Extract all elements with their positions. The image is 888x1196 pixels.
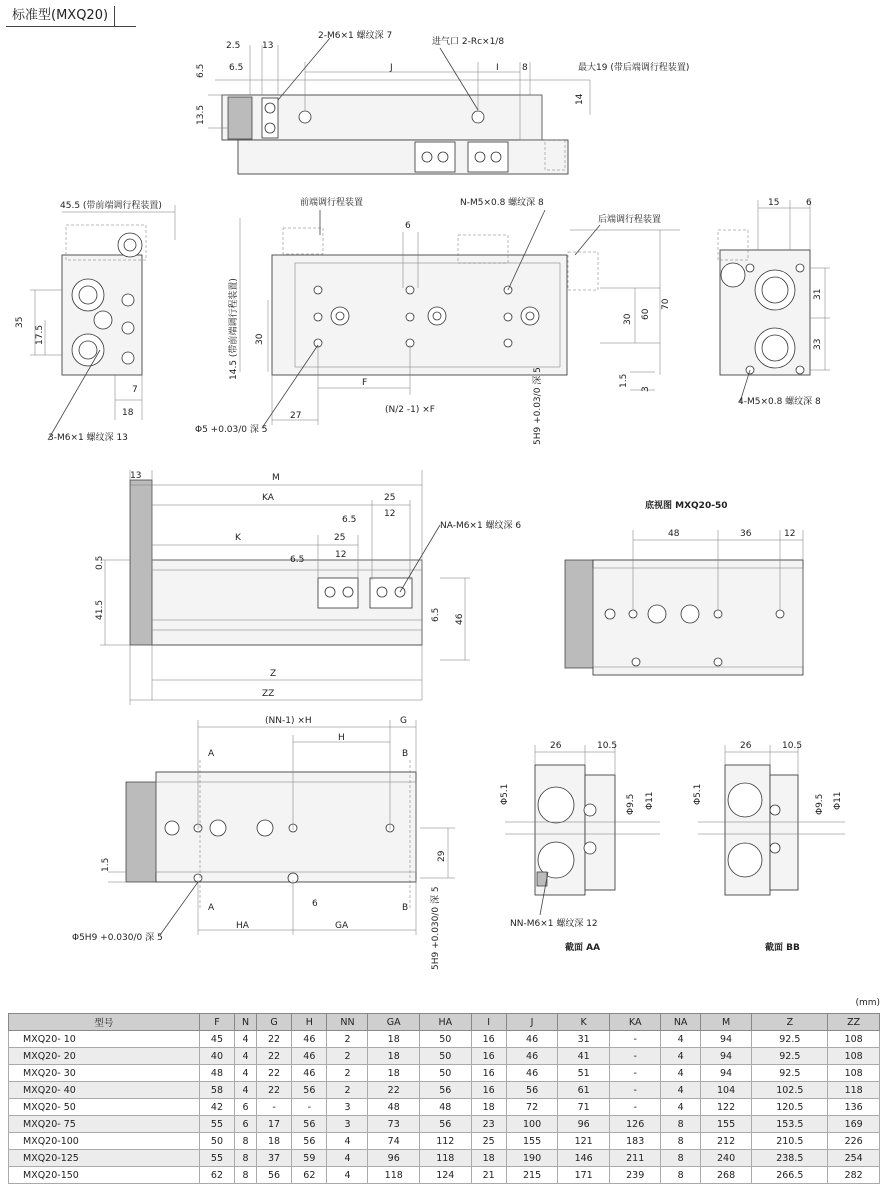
table-cell: 8 xyxy=(661,1116,700,1133)
svg-text:17.5: 17.5 xyxy=(35,324,45,345)
svg-text:31: 31 xyxy=(813,288,823,300)
table-cell: 18 xyxy=(368,1048,420,1065)
table-cell: 4 xyxy=(661,1048,700,1065)
svg-text:26: 26 xyxy=(550,741,562,751)
table-row xyxy=(9,1065,880,1082)
right-thread-note: 4-M5×0.8 螺纹深 8 xyxy=(738,397,821,407)
table-cell: 215 xyxy=(506,1167,558,1184)
side-thread-note: NA-M6×1 螺纹深 6 xyxy=(440,521,522,531)
top-max-note: 最大19 (带后端调行程装置) xyxy=(578,63,690,73)
column-header: H xyxy=(292,1014,327,1031)
table-cell: 96 xyxy=(558,1116,610,1133)
table-cell: 18 xyxy=(471,1099,506,1116)
table-cell: 71 xyxy=(558,1099,610,1116)
table-row xyxy=(9,1031,880,1048)
column-header: NN xyxy=(327,1014,368,1031)
table-cell: 4 xyxy=(235,1082,257,1099)
top-view xyxy=(196,29,689,174)
svg-text:Φ11: Φ11 xyxy=(833,791,843,810)
table-cell: - xyxy=(292,1099,327,1116)
table-cell: 22 xyxy=(368,1082,420,1099)
table-cell: 46 xyxy=(292,1048,327,1065)
table-cell: 56 xyxy=(292,1133,327,1150)
table-cell: 122 xyxy=(700,1099,752,1116)
section-aa-title: 截面 AA xyxy=(565,943,601,953)
model-cell: MXQ20-100 xyxy=(9,1133,200,1150)
table-cell: 2 xyxy=(327,1031,368,1048)
table-cell: 55 xyxy=(199,1116,234,1133)
section-aa xyxy=(500,741,660,953)
svg-text:6.5: 6.5 xyxy=(431,607,441,622)
svg-text:8: 8 xyxy=(522,63,528,73)
svg-text:12: 12 xyxy=(784,529,796,539)
table-cell: 282 xyxy=(828,1167,880,1184)
column-header: K xyxy=(558,1014,610,1031)
side-view xyxy=(95,470,521,705)
table-cell: 18 xyxy=(368,1031,420,1048)
table-cell: 124 xyxy=(420,1167,472,1184)
table-cell: 73 xyxy=(368,1116,420,1133)
svg-text:33: 33 xyxy=(813,338,823,350)
svg-text:6.5: 6.5 xyxy=(342,515,357,525)
table-cell: 58 xyxy=(199,1082,234,1099)
table-row xyxy=(9,1116,880,1133)
table-row xyxy=(9,1048,880,1065)
table-row xyxy=(9,1099,880,1116)
table-cell: 62 xyxy=(292,1167,327,1184)
top-thread-note: 2-M6×1 螺纹深 7 xyxy=(318,31,393,41)
table-cell: 22 xyxy=(256,1048,291,1065)
center-thread-note: N-M5×0.8 螺纹深 8 xyxy=(460,198,544,208)
column-header: M xyxy=(700,1014,752,1031)
table-cell: - xyxy=(609,1082,661,1099)
column-header: Z xyxy=(752,1014,828,1031)
svg-text:2.5: 2.5 xyxy=(226,41,241,51)
table-cell: 108 xyxy=(828,1048,880,1065)
svg-text:HA: HA xyxy=(236,921,249,931)
svg-text:H: H xyxy=(338,733,345,743)
table-cell: 46 xyxy=(506,1031,558,1048)
table-cell: 94 xyxy=(700,1065,752,1082)
table-cell: - xyxy=(609,1099,661,1116)
table-cell: 94 xyxy=(700,1048,752,1065)
svg-text:30: 30 xyxy=(255,333,265,345)
svg-text:Φ5.1: Φ5.1 xyxy=(693,783,703,805)
model-cell: MXQ20-150 xyxy=(9,1167,200,1184)
column-header: 型号 xyxy=(9,1014,200,1031)
table-cell: 169 xyxy=(828,1116,880,1133)
table-cell: 126 xyxy=(609,1116,661,1133)
table-cell: 48 xyxy=(368,1099,420,1116)
table-cell: 239 xyxy=(609,1167,661,1184)
left-thread-note: 3-M6×1 螺纹深 13 xyxy=(48,433,128,443)
table-cell: 8 xyxy=(235,1133,257,1150)
column-header: GA xyxy=(368,1014,420,1031)
table-cell: 4 xyxy=(235,1065,257,1082)
svg-text:13: 13 xyxy=(262,41,274,51)
table-cell: 121 xyxy=(558,1133,610,1150)
section-aa-thread-note: NN-M6×1 螺纹深 12 xyxy=(510,919,598,929)
table-cell: 6 xyxy=(235,1116,257,1133)
model-cell: MXQ20- 50 xyxy=(9,1099,200,1116)
table-cell: 18 xyxy=(256,1133,291,1150)
table-row xyxy=(9,1082,880,1099)
table-cell: 146 xyxy=(558,1150,610,1167)
table-cell: 46 xyxy=(506,1048,558,1065)
table-cell: - xyxy=(256,1099,291,1116)
column-header: ZZ xyxy=(828,1014,880,1031)
table-cell: 3 xyxy=(327,1116,368,1133)
table-cell: 41 xyxy=(558,1048,610,1065)
table-cell: 16 xyxy=(471,1048,506,1065)
svg-text:30: 30 xyxy=(623,313,633,325)
top-port-note: 进气口 2-Rc×1/8 xyxy=(432,37,505,47)
table-cell: 254 xyxy=(828,1150,880,1167)
spec-table xyxy=(8,1013,880,1184)
table-cell: 16 xyxy=(471,1031,506,1048)
table-cell: 226 xyxy=(828,1133,880,1150)
table-cell: 22 xyxy=(256,1082,291,1099)
table-cell: 2 xyxy=(327,1065,368,1082)
svg-text:B: B xyxy=(402,903,409,913)
model-cell: MXQ20- 20 xyxy=(9,1048,200,1065)
table-body xyxy=(9,1031,880,1184)
svg-text:35: 35 xyxy=(15,316,25,328)
table-cell: 183 xyxy=(609,1133,661,1150)
svg-text:13.5: 13.5 xyxy=(196,104,206,125)
svg-text:6: 6 xyxy=(405,221,411,231)
table-cell: 4 xyxy=(327,1150,368,1167)
table-cell: 100 xyxy=(506,1116,558,1133)
table-cell: 56 xyxy=(506,1082,558,1099)
table-cell: 4 xyxy=(235,1031,257,1048)
table-cell: 153.5 xyxy=(752,1116,828,1133)
column-header: KA xyxy=(609,1014,661,1031)
center-front-adjust: 前端调行程装置 xyxy=(300,198,364,208)
column-header: I xyxy=(471,1014,506,1031)
table-cell: 46 xyxy=(506,1065,558,1082)
table-cell: 155 xyxy=(700,1116,752,1133)
svg-text:3: 3 xyxy=(641,386,651,392)
table-cell: 4 xyxy=(661,1099,700,1116)
center-rear-adjust: 后端调行程装置 xyxy=(598,215,662,225)
table-cell: 190 xyxy=(506,1150,558,1167)
svg-text:1.5: 1.5 xyxy=(101,857,111,872)
table-cell: 2 xyxy=(327,1048,368,1065)
table-cell: 22 xyxy=(256,1065,291,1082)
table-cell: 266.5 xyxy=(752,1167,828,1184)
svg-text:29: 29 xyxy=(437,850,447,862)
left-width-note: 45.5 (带前端调行程装置) xyxy=(60,201,162,211)
svg-text:70: 70 xyxy=(661,298,671,310)
table-cell: 48 xyxy=(420,1099,472,1116)
table-cell: 268 xyxy=(700,1167,752,1184)
table-cell: 4 xyxy=(661,1082,700,1099)
table-cell: - xyxy=(609,1031,661,1048)
svg-text:A: A xyxy=(208,749,215,759)
table-cell: 25 xyxy=(471,1133,506,1150)
table-cell: 56 xyxy=(420,1116,472,1133)
table-cell: 72 xyxy=(506,1099,558,1116)
table-cell: 4 xyxy=(327,1167,368,1184)
svg-text:27: 27 xyxy=(290,411,302,421)
svg-text:1.5: 1.5 xyxy=(619,373,629,388)
table-cell: 92.5 xyxy=(752,1048,828,1065)
svg-text:B: B xyxy=(402,749,409,759)
svg-text:Φ5.1: Φ5.1 xyxy=(500,783,510,805)
svg-text:13: 13 xyxy=(130,471,142,481)
table-cell: 23 xyxy=(471,1116,506,1133)
section-bb-title: 截面 BB xyxy=(765,943,800,953)
svg-text:J: J xyxy=(390,63,393,73)
svg-text:25: 25 xyxy=(334,533,346,543)
table-cell: 4 xyxy=(235,1048,257,1065)
table-cell: 62 xyxy=(199,1167,234,1184)
center-slot-note: 5H9 +0.03/0 深 5 xyxy=(533,367,543,445)
svg-text:I: I xyxy=(496,63,499,73)
column-header: G xyxy=(256,1014,291,1031)
table-cell: 31 xyxy=(558,1031,610,1048)
table-cell: 96 xyxy=(368,1150,420,1167)
svg-text:26: 26 xyxy=(740,741,752,751)
right-view xyxy=(718,198,830,407)
table-cell: 8 xyxy=(661,1150,700,1167)
svg-text:46: 46 xyxy=(455,613,465,625)
table-cell: 4 xyxy=(661,1031,700,1048)
table-cell: 108 xyxy=(828,1031,880,1048)
table-cell: 22 xyxy=(256,1031,291,1048)
table-cell: 18 xyxy=(471,1150,506,1167)
page-title: 标准型(MXQ20) xyxy=(6,6,115,27)
center-vert-note: 14.5 (带前端调行程装置) xyxy=(229,278,239,380)
table-cell: - xyxy=(609,1048,661,1065)
table-cell: 3 xyxy=(327,1099,368,1116)
table-cell: 6 xyxy=(235,1099,257,1116)
left-view xyxy=(15,199,175,443)
svg-text:0.5: 0.5 xyxy=(95,555,105,570)
svg-text:6.5: 6.5 xyxy=(290,555,305,565)
table-cell: 46 xyxy=(292,1065,327,1082)
table-cell: 50 xyxy=(420,1031,472,1048)
table-cell: 211 xyxy=(609,1150,661,1167)
column-header: J xyxy=(506,1014,558,1031)
svg-text:6.5: 6.5 xyxy=(229,63,244,73)
model-cell: MXQ20- 30 xyxy=(9,1065,200,1082)
table-cell: 50 xyxy=(420,1065,472,1082)
svg-text:K: K xyxy=(235,533,241,543)
table-cell: 42 xyxy=(199,1099,234,1116)
table-cell: 2 xyxy=(327,1082,368,1099)
table-cell: 8 xyxy=(661,1167,700,1184)
table-cell: 8 xyxy=(661,1133,700,1150)
table-cell: 240 xyxy=(700,1150,752,1167)
table-cell: 46 xyxy=(292,1031,327,1048)
table-cell: 17 xyxy=(256,1116,291,1133)
bottom-view-title: 底视图 MXQ20-50 xyxy=(645,501,728,511)
table-cell: 118 xyxy=(828,1082,880,1099)
table-cell: 56 xyxy=(292,1116,327,1133)
svg-text:36: 36 xyxy=(740,529,752,539)
table-cell: 48 xyxy=(199,1065,234,1082)
svg-text:6.5: 6.5 xyxy=(196,63,206,78)
table-cell: 56 xyxy=(256,1167,291,1184)
svg-text:6: 6 xyxy=(806,198,812,208)
table-cell: 94 xyxy=(700,1031,752,1048)
section-bb xyxy=(693,741,845,953)
svg-text:14: 14 xyxy=(575,93,585,105)
table-cell: 16 xyxy=(471,1082,506,1099)
table-cell: 210.5 xyxy=(752,1133,828,1150)
model-cell: MXQ20-125 xyxy=(9,1150,200,1167)
svg-text:25: 25 xyxy=(384,493,396,503)
center-pitch-formula: (N/2 -1) ×F xyxy=(385,405,435,415)
table-cell: 55 xyxy=(199,1150,234,1167)
table-cell: 4 xyxy=(661,1065,700,1082)
svg-text:Z: Z xyxy=(270,669,277,679)
model-cell: MXQ20- 10 xyxy=(9,1031,200,1048)
table-cell: 50 xyxy=(420,1048,472,1065)
table-cell: 74 xyxy=(368,1133,420,1150)
table-cell: 59 xyxy=(292,1150,327,1167)
table-cell: 16 xyxy=(471,1065,506,1082)
bottom-pin-note: Φ5H9 +0.030/0 深 5 xyxy=(72,933,163,943)
table-cell: 120.5 xyxy=(752,1099,828,1116)
center-pin-note: Φ5 +0.03/0 深 5 xyxy=(195,425,268,435)
model-cell: MXQ20- 40 xyxy=(9,1082,200,1099)
table-cell: 112 xyxy=(420,1133,472,1150)
column-header: NA xyxy=(661,1014,700,1031)
column-header: F xyxy=(199,1014,234,1031)
svg-text:KA: KA xyxy=(262,493,274,503)
svg-text:(NN-1) ×H: (NN-1) ×H xyxy=(265,716,312,726)
table-cell: 118 xyxy=(420,1150,472,1167)
table-cell: 92.5 xyxy=(752,1031,828,1048)
svg-text:M: M xyxy=(272,473,280,483)
table-cell: 45 xyxy=(199,1031,234,1048)
table-cell: - xyxy=(609,1065,661,1082)
svg-text:6: 6 xyxy=(312,899,318,909)
table-row xyxy=(9,1150,880,1167)
table-cell: 108 xyxy=(828,1065,880,1082)
svg-text:10.5: 10.5 xyxy=(597,741,618,751)
bottom-detail-view xyxy=(72,716,455,970)
column-header: N xyxy=(235,1014,257,1031)
table-cell: 136 xyxy=(828,1099,880,1116)
table-cell: 18 xyxy=(368,1065,420,1082)
table-row xyxy=(9,1167,880,1184)
svg-text:41.5: 41.5 xyxy=(95,599,105,620)
table-cell: 92.5 xyxy=(752,1065,828,1082)
table-unit: (mm) xyxy=(855,998,880,1008)
column-header: HA xyxy=(420,1014,472,1031)
table-cell: 56 xyxy=(420,1082,472,1099)
svg-text:10.5: 10.5 xyxy=(782,741,803,751)
svg-text:18: 18 xyxy=(122,408,134,418)
svg-text:GA: GA xyxy=(335,921,349,931)
table-cell: 56 xyxy=(292,1082,327,1099)
svg-text:12: 12 xyxy=(384,509,396,519)
table-header-row xyxy=(9,1014,880,1031)
model-cell: MXQ20- 75 xyxy=(9,1116,200,1133)
table-cell: 171 xyxy=(558,1167,610,1184)
svg-text:F: F xyxy=(362,378,368,388)
bottom-slot-note: 5H9 +0.030/0 深 5 xyxy=(431,886,441,970)
table-cell: 102.5 xyxy=(752,1082,828,1099)
svg-text:48: 48 xyxy=(668,529,680,539)
table-cell: 118 xyxy=(368,1167,420,1184)
bottom-view-50 xyxy=(565,499,803,675)
table-cell: 40 xyxy=(199,1048,234,1065)
svg-text:G: G xyxy=(400,716,407,726)
table-cell: 51 xyxy=(558,1065,610,1082)
center-view xyxy=(195,196,680,445)
svg-text:Φ9.5: Φ9.5 xyxy=(815,793,825,815)
svg-text:ZZ: ZZ xyxy=(262,689,275,699)
table-cell: 155 xyxy=(506,1133,558,1150)
svg-text:15: 15 xyxy=(768,198,780,208)
svg-text:Φ9.5: Φ9.5 xyxy=(626,793,636,815)
table-row xyxy=(9,1133,880,1150)
table-cell: 50 xyxy=(199,1133,234,1150)
table-cell: 61 xyxy=(558,1082,610,1099)
svg-text:60: 60 xyxy=(641,308,651,320)
table-cell: 8 xyxy=(235,1150,257,1167)
table-cell: 37 xyxy=(256,1150,291,1167)
table-cell: 104 xyxy=(700,1082,752,1099)
table-cell: 4 xyxy=(327,1133,368,1150)
table-cell: 238.5 xyxy=(752,1150,828,1167)
table-cell: 21 xyxy=(471,1167,506,1184)
svg-text:A: A xyxy=(208,903,215,913)
table-cell: 8 xyxy=(235,1167,257,1184)
svg-text:Φ11: Φ11 xyxy=(645,791,655,810)
svg-text:12: 12 xyxy=(335,550,347,560)
table-cell: 212 xyxy=(700,1133,752,1150)
svg-text:7: 7 xyxy=(132,385,138,395)
